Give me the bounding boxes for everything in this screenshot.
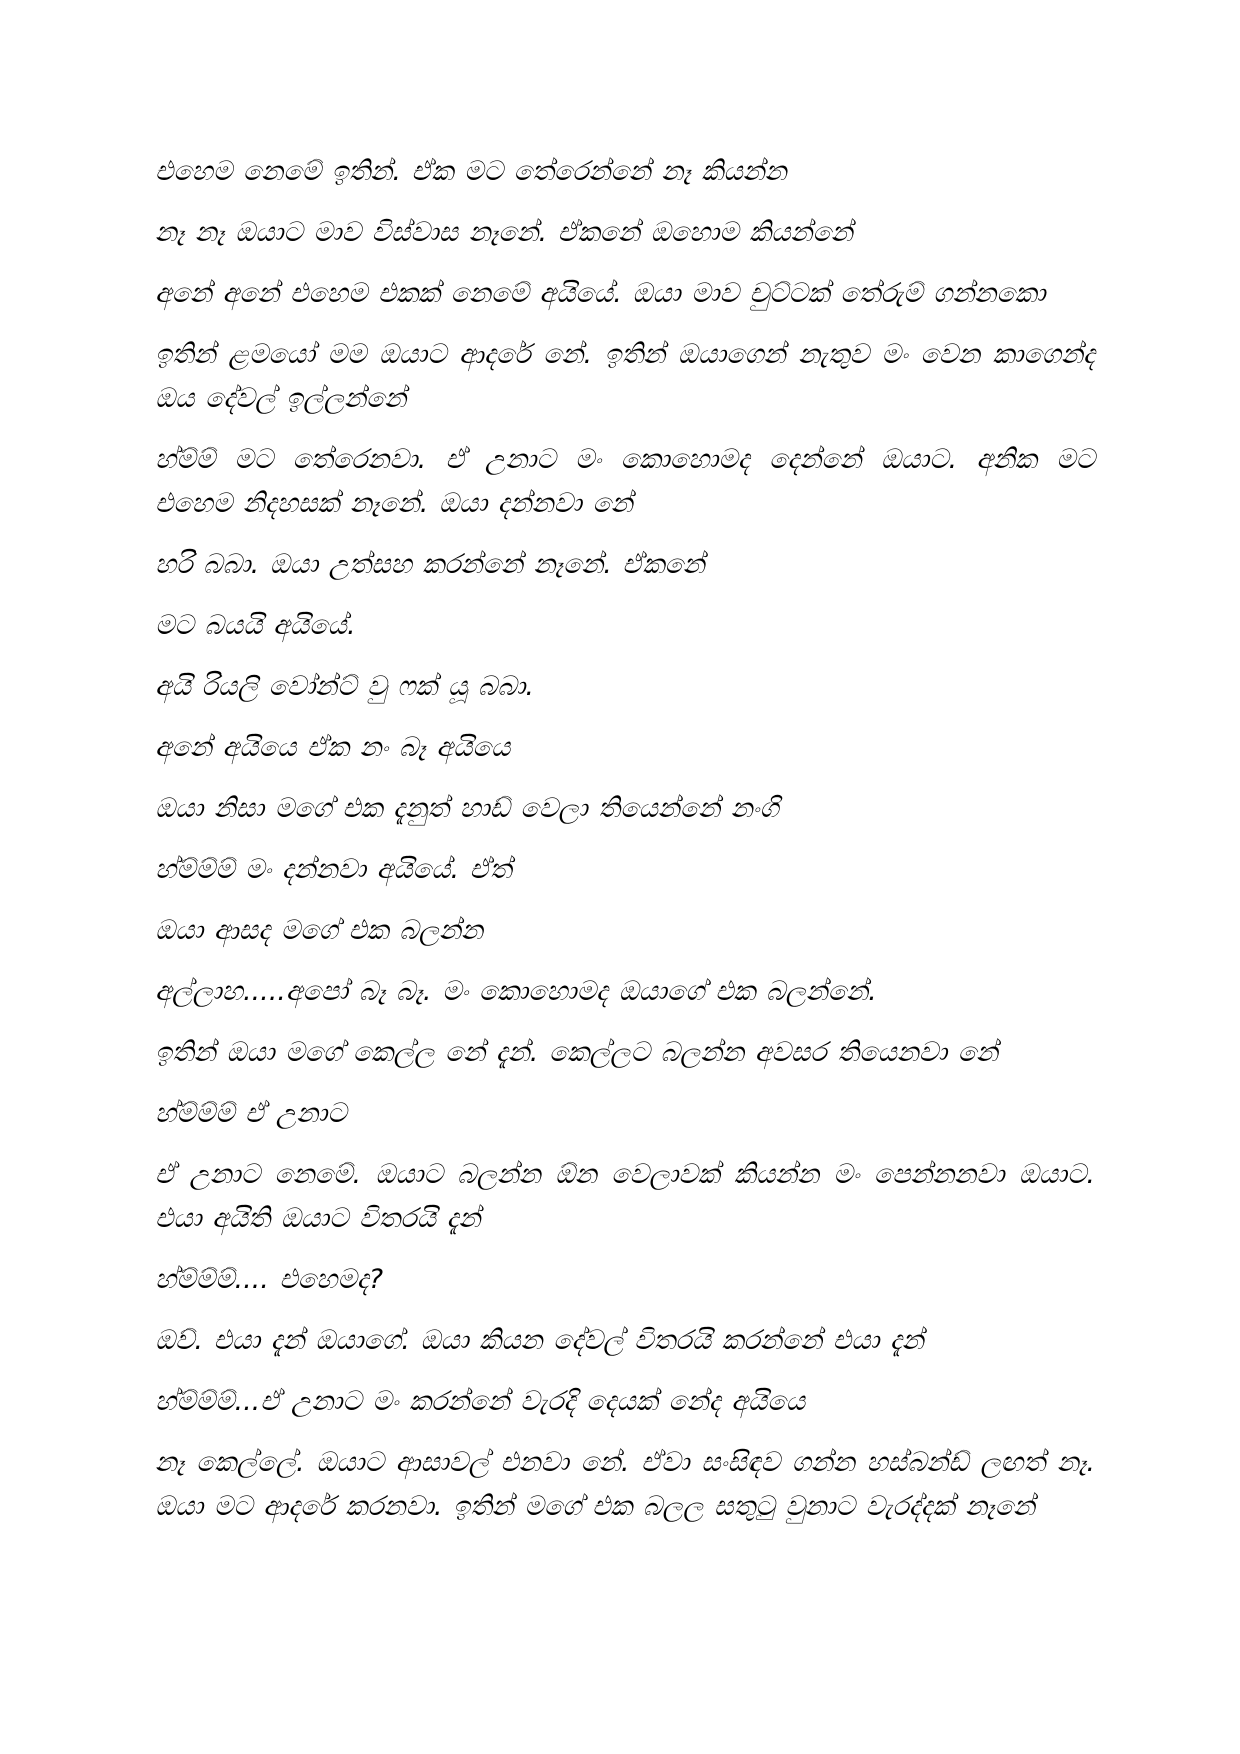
paragraph-19: හ්ම්ම්ම්...ඒ උනාට මං කරන්නේ වැරදි දෙයක් නේද අයියෙ <box>155 1386 806 1417</box>
paragraph-15: හ්ම්ම්ම් ඒ උනාට <box>155 1098 347 1129</box>
paragraph-4: ඉතින් ළමයෝ මම ඔයාට ආදරේ නේ. ඉතින් ඔයාගෙන් නැතුව මං වෙන කාගෙන්ද ඔය දේවල් ඉල්ලන්නේ <box>155 339 1095 414</box>
paragraph-6: හරි බබා. ඔයා උත්සහ කරන්නේ නෑනේ. ඒකනේ <box>155 549 705 580</box>
paragraph-12: ඔයා ආසද මගේ එක බලන්න <box>155 915 483 946</box>
paragraph-7: මට බයයි අයියේ. <box>155 610 356 641</box>
paragraph-9: අනේ අයියෙ ඒක නං බෑ අයියෙ <box>155 732 511 763</box>
paragraph-2: නෑ නෑ ඔයාට මාව විස්වාස නෑනේ. ඒකනේ ඔහොම කියන්නේ <box>155 217 853 248</box>
paragraph-11: හ්ම්ම්ම් මං දන්නවා අයියේ. ඒත් <box>155 854 512 885</box>
paragraph-1: එහෙම නෙමේ ඉතින්. ඒක මට තේරෙන්නේ නෑ කියන්න <box>155 156 787 187</box>
text-body <box>155 150 1095 1546</box>
paragraph-8: අයි රියලි වෝන්ට් වු ෆක් යූ බබා. <box>155 671 534 702</box>
paragraph-14: ඉතින් ඔයා මගේ කෙල්ල නේ දැන්. කෙල්ලට බලන්න අවසර තියෙනවා නේ <box>155 1037 999 1068</box>
paragraph-10: ඔයා නිසා මගේ එක දැනුත් හාඩ් වෙලා තියෙන්නේ නංගි <box>155 793 779 824</box>
paragraph-17: හ්ම්ම්ම්.... එහෙමද? <box>155 1264 384 1295</box>
paragraph-13: අල්ලාහ.....අපෝ බෑ බෑ. මං කොහොමද ඔයාගේ එක බලන්නේ. <box>155 976 877 1007</box>
paragraph-3: අනේ අනේ එහෙම එකක් නෙමේ අයියේ. ඔයා මාව චුට්ටක් තේරුම් ගන්නකො <box>155 278 1046 309</box>
paragraph-16: ඒ උනාට නෙමේ. ඔයාට බලන්න ඕන වෙලාවක් කියන්න මං පෙන්නනවා ඔයාට. එයා අයිති ඔයාට විතරයි දැන් <box>155 1159 1095 1234</box>
paragraph-20: නෑ කෙල්ලේ. ඔයාට ආසාවල් එනවා නේ. ඒවා සංසිඳව ගන්න හස්බන්ඩ් ලඟත් නෑ. ඔයා මට ආදරේ කරනවා. ඉතින් මගේ එක බලල සතුටු වුනාට වැරද්දක් නෑනේ <box>155 1447 1095 1522</box>
paragraph-18: ඔව්. එයා දැන් ඔයාගේ. ඔයා කියන දේවල් විතරයි කරන්නේ එයා දැන් <box>155 1325 924 1356</box>
paragraph-5: හ්ම්ම් මට තේරෙනවා. ඒ උනාට මං කොහොමද දෙන්නේ ඔයාට. අනික මට එහෙම නිදහසක් නෑනේ. ඔයා දන්නවා නේ <box>155 444 1095 519</box>
